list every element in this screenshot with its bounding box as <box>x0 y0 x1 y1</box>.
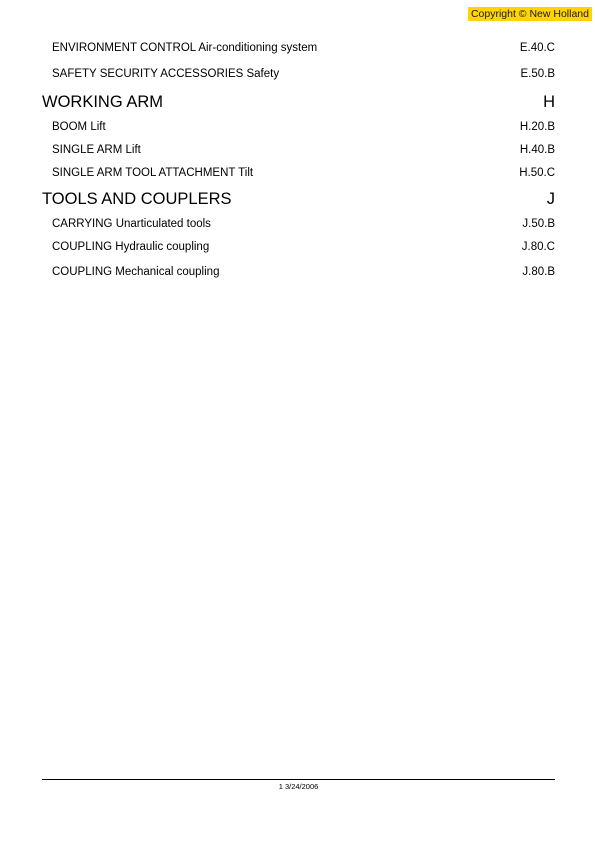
toc-item-title: SAFETY SECURITY ACCESSORIES Safety <box>52 68 280 80</box>
toc-section-heading[interactable] <box>42 92 555 112</box>
toc-item-title: COUPLING Mechanical coupling <box>52 266 220 278</box>
toc-item-title: CARRYING Unarticulated tools <box>52 218 211 230</box>
toc-item[interactable] <box>42 217 555 231</box>
toc-section-title: TOOLS AND COUPLERS <box>42 190 232 208</box>
page-footer: 1 3/24/2006 <box>278 782 319 791</box>
toc-item-title: ENVIRONMENT CONTROL Air-conditioning system <box>52 42 318 54</box>
toc-item-code: H.40.B <box>519 144 555 156</box>
toc-item-title: SINGLE ARM Lift <box>52 144 141 156</box>
footer-divider <box>42 779 555 780</box>
toc-section-title: WORKING ARM <box>42 93 164 111</box>
toc-section-code: H <box>543 93 555 111</box>
toc-item[interactable] <box>42 41 555 55</box>
copyright-badge: Copyright © New Holland <box>468 7 592 21</box>
toc-item-code: H.50.C <box>519 167 555 179</box>
toc-item-code: E.50.B <box>520 68 555 80</box>
toc-item-code: J.80.C <box>521 241 555 253</box>
toc-item-code: J.80.B <box>522 266 555 278</box>
toc-item[interactable] <box>42 240 555 254</box>
toc-item[interactable] <box>42 265 555 279</box>
toc-item[interactable] <box>42 166 555 180</box>
toc-item-title: BOOM Lift <box>52 121 106 133</box>
toc-item-code: J.50.B <box>522 218 555 230</box>
toc-item-code: H.20.B <box>519 121 555 133</box>
toc-section-code: J <box>546 190 555 208</box>
toc-item-title: COUPLING Hydraulic coupling <box>52 241 210 253</box>
toc-item-code: E.40.C <box>519 42 555 54</box>
toc-item[interactable] <box>42 120 555 134</box>
toc-item-title: SINGLE ARM TOOL ATTACHMENT Tilt <box>52 167 254 179</box>
toc-item[interactable] <box>42 143 555 157</box>
toc-item[interactable] <box>42 67 555 81</box>
toc-section-heading[interactable] <box>42 189 555 209</box>
